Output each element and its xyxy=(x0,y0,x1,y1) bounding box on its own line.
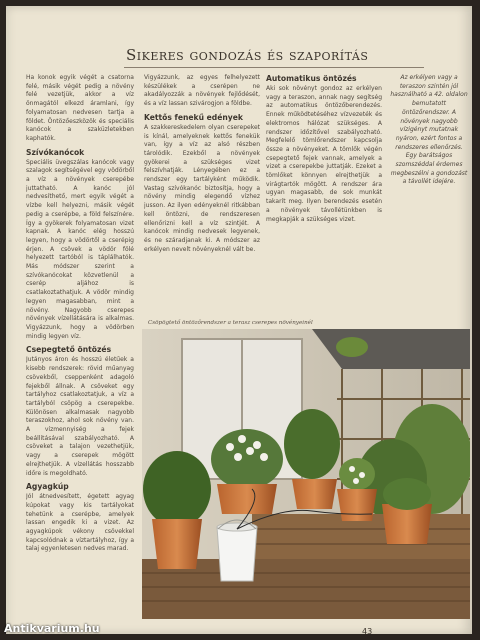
text-column-3 xyxy=(266,74,382,336)
double-bottom-paragraph: A szakkereskedelem olyan cserepeket is kínál, amelyeknek kettős fenekük van, így a víz az alsó részben tárolódik. Ezekből a növények gyökerei a szükséges vizet felszívhatják. Lényegében ez a rendszer egy tartályként működik. Vastag szívókanóc biztosítja, hogy a növény mindig elegendő vízhez jusson. Az ilyen edényeknél ritkábban kell öntözni, de rendszeresen ellenőrizni kell a víz szintjét. A kanócok mindig nedvesek legyenek, és ne száradjanak ki. A módszer az erkélyen nevelt növényeknél vált be. xyxy=(144,123,260,253)
heading-wick: Szívókanócok xyxy=(26,147,85,157)
drip-paragraph: Jutányos áron és hosszú életűek a kisebb rendszerek: rövid műanyag csövekből, cseppenként adagoló fejekből állnak. A csöveket egy tartályhoz csatlakoztatjuk, a víz a tartályból csöpög a cserepekbe. Különösen alkalmasak nagyobb teraszokhoz, ahol sok növény van. A vízmennyiség a fejek beállításával szabályozható. A csöveket a talajon vezethetjük, vagy a cserepek mögött elrejthetjük. A vízellátás hosszabb időre is megoldható. xyxy=(26,356,134,477)
title-rule xyxy=(124,67,424,68)
heading-cup: Agyagkúp xyxy=(26,482,69,492)
photo-caption: Csöpögtető öntözőrendszer a terasz cserepes növényeinél xyxy=(148,320,313,326)
book-page xyxy=(6,6,472,634)
watermark-text: Antikvarium.hu xyxy=(4,622,100,635)
text-column-2 xyxy=(144,74,260,336)
text-column-1 xyxy=(26,74,134,629)
heading-double-bottom: Kettős fenekű edények xyxy=(144,112,243,122)
page-number: 43 xyxy=(362,627,373,634)
terrace-photo xyxy=(142,329,470,619)
page-title: Sikeres gondozás és szaporítás xyxy=(126,46,369,64)
side-note xyxy=(390,74,468,234)
automatic-paragraph: Aki sok növényt gondoz az erkélyen vagy a teraszon, annak nagy segítség az automatikus öntözőberendezés. Ennek működtetéséhez vízvezeték és elektromos hálózat szükséges. A rendszer időzítővel szabályozható. Megfelelő tömlőrendszer kapcsolja össze a növényeket. A tömlők végén csepegtető fejek vannak, amelyek a vizet a cserepekbe juttatják. Ezeket a tömlőket könnyen elrejthetjük a virágtartók mögött. A rendszer ára ugyan magasabb, de sok munkát takarít meg. Ilyen berendezés esetén a növények távollétünkben is megkapják a szükséges vizet. xyxy=(266,85,382,223)
col2-intro: Vigyázzunk, az egyes felhelyezett készülékek a cserépen ne akadályozzák a növények fejlődését, és a víz lassan szivárogjon a földbe. xyxy=(144,74,260,108)
terrace-plants-illustration xyxy=(142,329,470,619)
cup-paragraph: Jól átnedvesített, égetett agyag kúpokat vagy kis tartályokat tehetünk a cserépbe, amelyek lassan engedik ki a vizet. Az agyagkúpok vékony csövekkel kapcsolódnak a víztartályhoz, így a talaj egyenletesen nedves marad. xyxy=(26,493,134,553)
heading-automatic: Automatikus öntözés xyxy=(266,74,357,83)
wick-paragraph: Speciális üvegszálas kanócok vagy szalagok segítségével egy vödörből a víz a növények cserepébe juttatható. A kanóc jól nedvesíthető, mert egyik végét a vízbe kell helyezni, másik végét pedig a cserépbe, a föld felszínére. Így a gyökerek folyamatosan vizet kapnak. A kanóc elég hosszú legyen, hogy a vödörtől a cserépig érjen. A csövek a vödör fölé helyezett tartóból is táplálhatók. Más módszer szerint a szívókanócokat közvetlenül a cserép aljához is csatlakoztathatjuk. A vödör mindig legyen magasabban, mint a növény. Nagyobb cserepes növények vízellátására is alkalmas. Vigyázzunk, hogy a vödörben mindig legyen víz. xyxy=(26,158,134,340)
heading-drip: Csepegtető öntözés xyxy=(26,345,112,355)
side-note-text: Az erkélyen vagy a teraszon szintén jól használható a 42. oldalon bemutatott öntözőrendszer. A növények nagyobb vízigényt mutatnak nyáron, ezért fontos a rendszeres ellenőrzés. Egy barátságos szomszéddal érdemes megbeszélni a gondozást a távollét idejére. xyxy=(390,74,468,186)
col1-intro: Ha konok egyik végét a csatorna felé, másik végét pedig a növény felé vezetjük, akkor a víz önmagától elkezd áramlani, így folyamatosan nedvesen tartja a földet. Öntözőeszközök és speciális kanócok a szaküzletekben kaphatók. xyxy=(26,74,134,142)
